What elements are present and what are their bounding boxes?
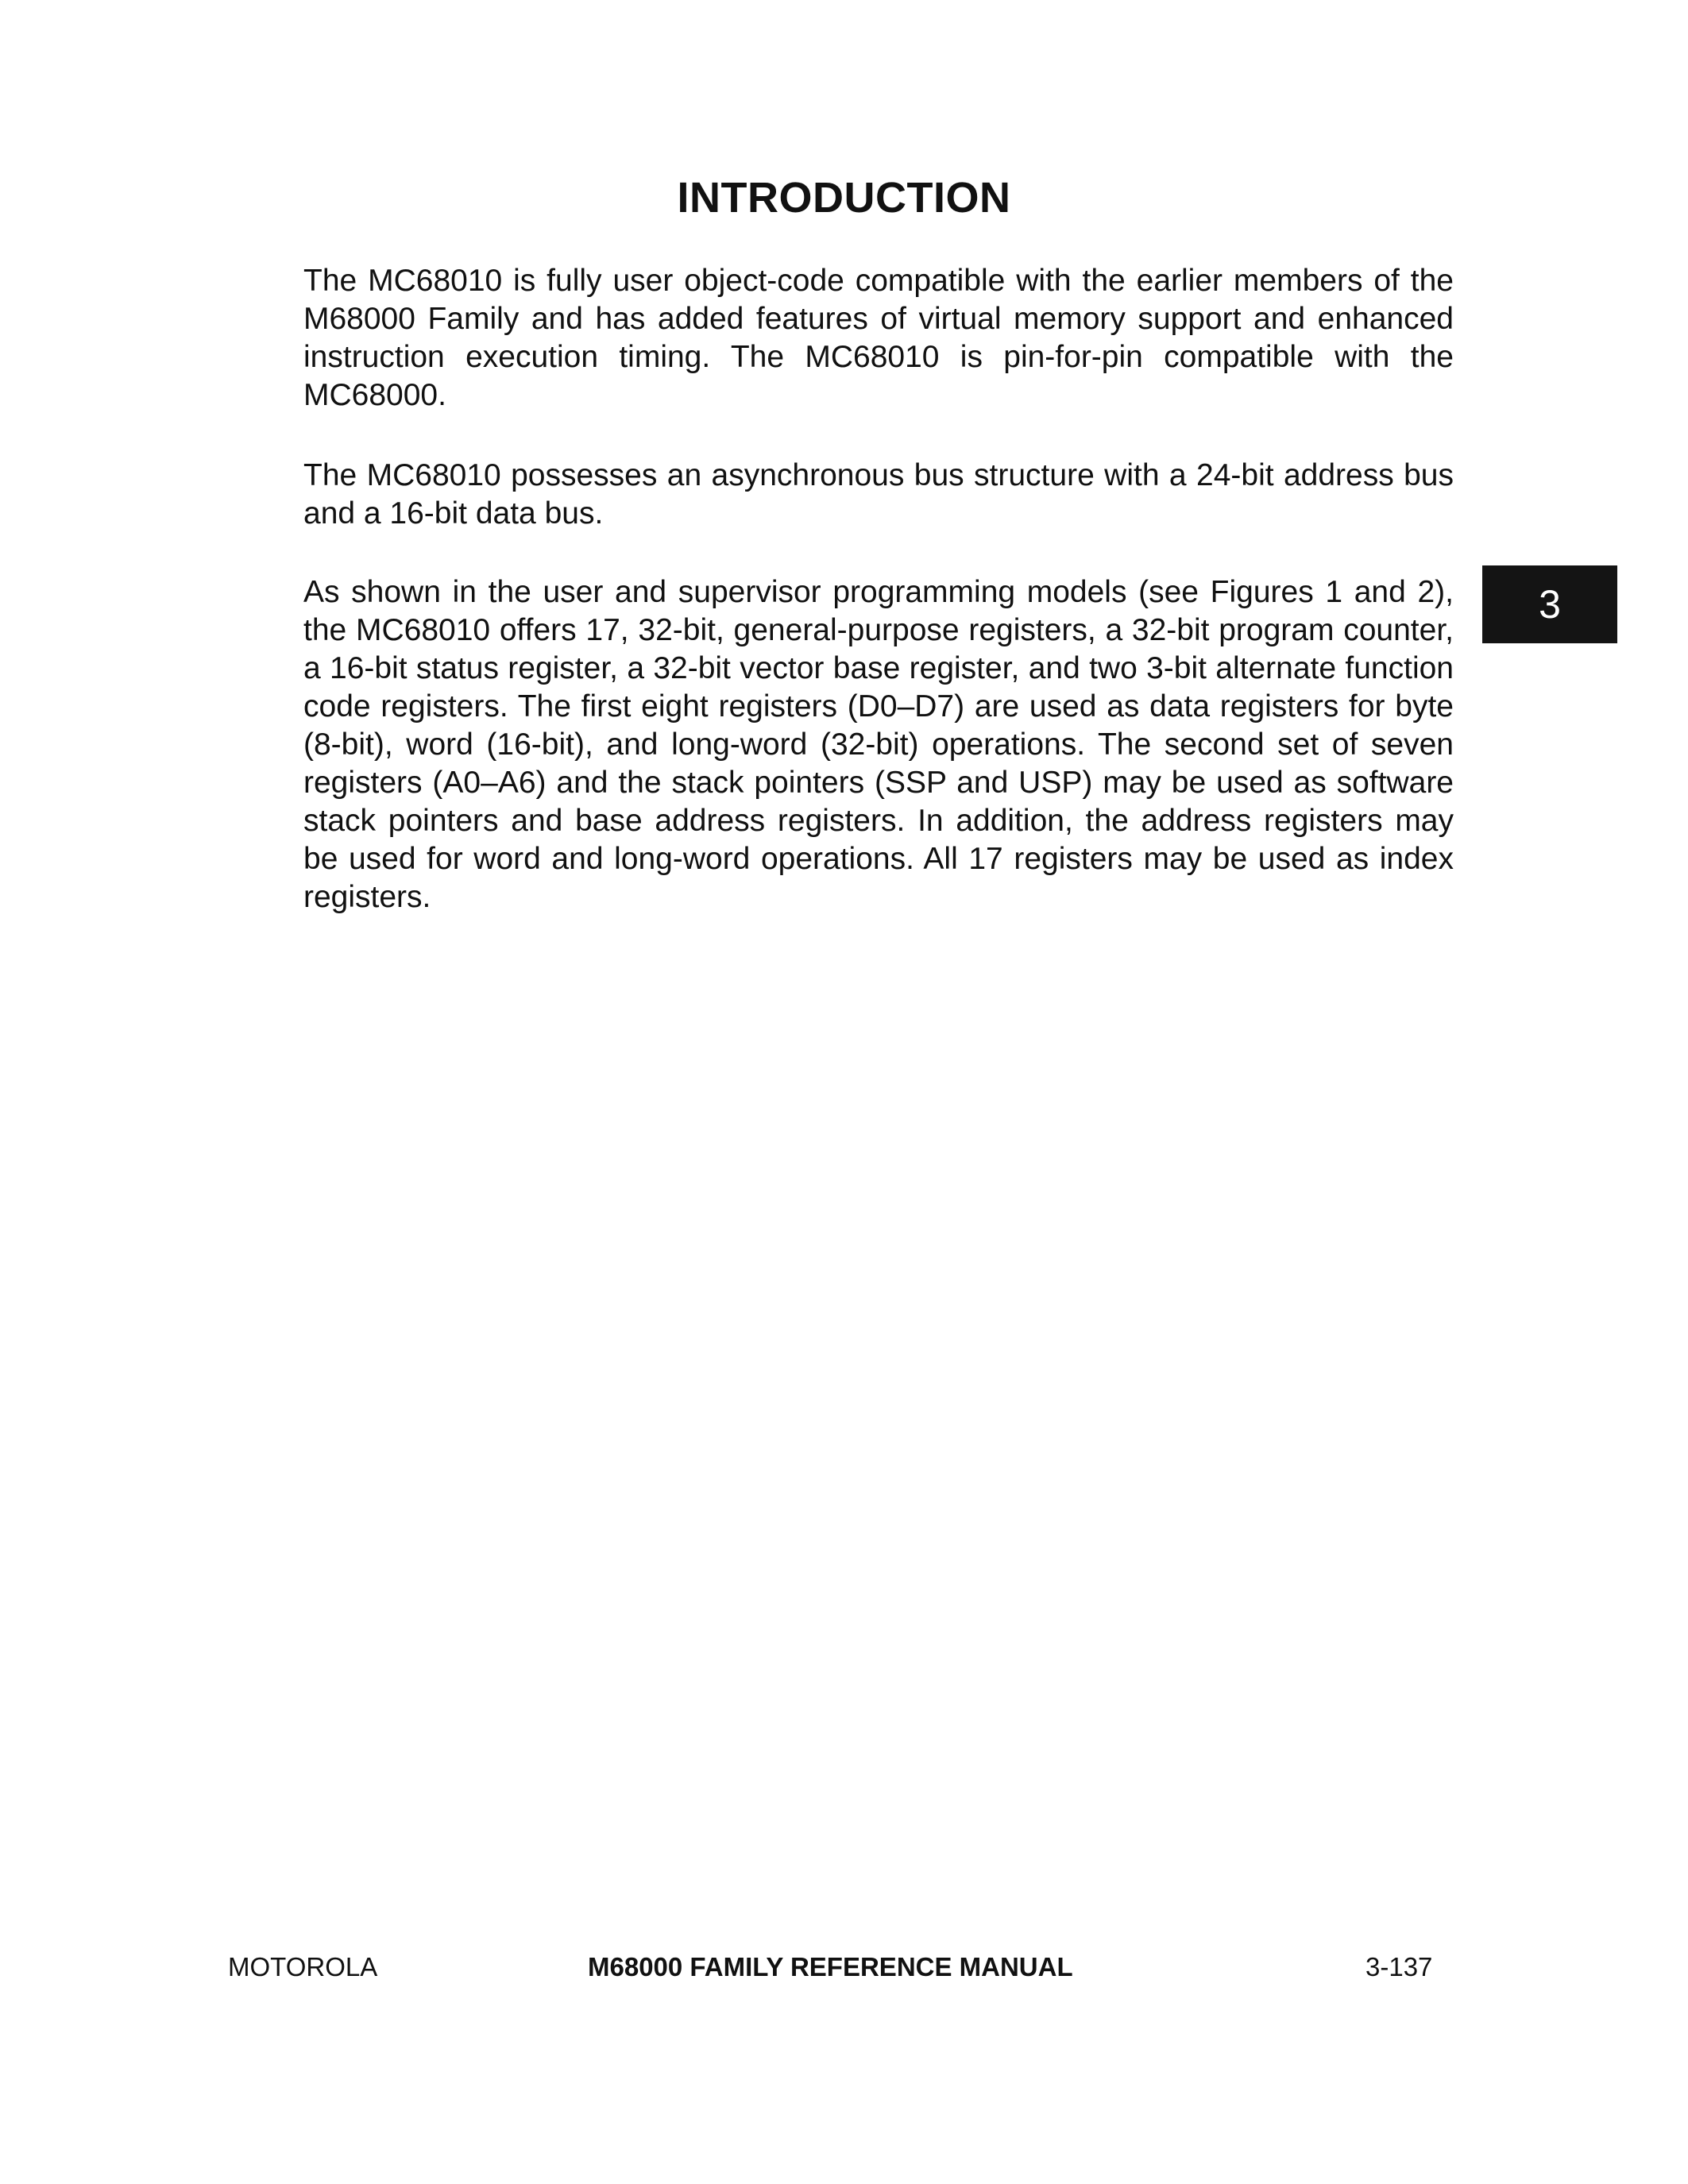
paragraph-bus-structure: The MC68010 possesses an asynchronous bus structure with a 24-bit address bus and a 16-bit data bus.	[303, 458, 1454, 531]
footer-page-number: 3-137	[1365, 1952, 1433, 1981]
paragraph-registers: As shown in the user and supervisor programming models (see Figures 1 and 2), the MC68010 offers 17, 32-bit, general-purpose registers, a 32-bit program counter, a 16-bit status register, a 32-bit vector base register, and two 3-bit alternate function code registers. The first eight registers (D0–D7) are used as data registers for byte (8-bit), word (16-bit), and long-word (32-bit) operations. The second set of seven registers (A0–A6) and the stack pointers (SSP and USP) may be used as software stack pointers and base address registers. In addition, the address registers may be used for word and long-word operations. All 17 registers may be used as index registers.	[303, 575, 1454, 914]
page-title: INTRODUCTION	[677, 174, 1011, 222]
footer-manual-title: M68000 FAMILY REFERENCE MANUAL	[588, 1952, 1073, 1981]
paragraph-compatibility: The MC68010 is fully user object-code compatible with the earlier members of the M68000 Family and has added features of virtual memory support and enhanced instruction execution timing. The MC68010 is pin-for-pin compatible with the MC68000.	[303, 264, 1454, 412]
footer-publisher: MOTOROLA	[228, 1952, 378, 1981]
section-tab: 3	[1482, 565, 1617, 643]
